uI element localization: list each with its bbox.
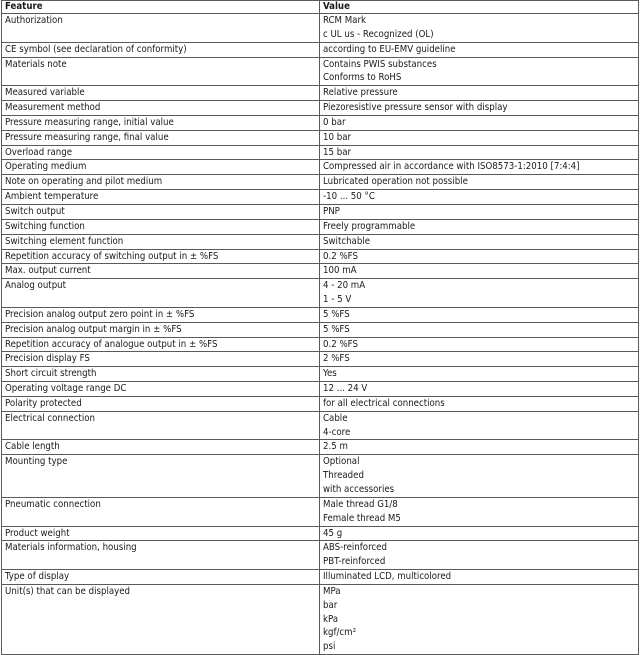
value-cell <box>320 382 639 397</box>
value-cell <box>320 219 639 234</box>
feature-cell: Product weight <box>2 526 320 541</box>
feature-cell: Electrical connection <box>2 411 320 440</box>
table-head <box>2 1 639 14</box>
value-line: Compressed air in accordance with ISO8573-1:2010 [7:4:4] <box>323 161 580 173</box>
value-cell <box>320 190 639 205</box>
value-line: with accessories <box>323 484 395 495</box>
value-cell <box>320 175 639 190</box>
feature-cell: Precision display FS <box>2 352 320 367</box>
table-row <box>2 322 639 337</box>
table-row <box>2 175 639 190</box>
value-line: Cable <box>323 412 348 424</box>
value-line: PBT-reinforced <box>323 556 386 568</box>
table-row <box>2 145 639 160</box>
value-cell <box>320 115 639 130</box>
value-line: 0.2 %FS <box>323 250 358 262</box>
feature-cell: Operating voltage range DC <box>2 382 320 397</box>
header-row <box>2 1 639 14</box>
feature-cell: Repetition accuracy of analogue output in ± %FS <box>2 337 320 352</box>
table-row <box>2 307 639 322</box>
value-line: kPa <box>323 613 339 625</box>
value-cell <box>320 367 639 382</box>
value-cell <box>320 204 639 219</box>
value-cell <box>320 160 639 175</box>
feature-cell: Precision analog output margin in ± %FS <box>2 322 320 337</box>
table-row <box>2 234 639 249</box>
value-line: Piezoresistive pressure sensor with display <box>323 102 508 114</box>
value-cell <box>320 249 639 264</box>
feature-cell: CE symbol (see declaration of conformity) <box>2 42 320 57</box>
feature-cell: Operating medium <box>2 160 320 175</box>
value-cell <box>320 307 639 322</box>
value-line: 100 mA <box>323 265 357 277</box>
value-cell <box>320 497 639 526</box>
value-cell <box>320 396 639 411</box>
value-cell <box>320 234 639 249</box>
table-row <box>2 14 639 43</box>
value-line: kgf/cm² <box>323 627 357 639</box>
value-cell <box>320 541 639 570</box>
value-cell <box>320 570 639 585</box>
value-column-header: Value <box>320 1 639 14</box>
table-row <box>2 541 639 570</box>
feature-cell: Cable length <box>2 440 320 455</box>
value-cell <box>320 526 639 541</box>
value-line: 4 - 20 mA <box>323 280 366 292</box>
feature-cell: Ambient temperature <box>2 190 320 205</box>
feature-cell: Switching element function <box>2 234 320 249</box>
feature-cell: Overload range <box>2 145 320 160</box>
value-cell <box>320 352 639 367</box>
value-line: Contains PWIS substances <box>323 58 437 70</box>
feature-cell: Switching function <box>2 219 320 234</box>
table-row <box>2 219 639 234</box>
table-row <box>2 440 639 455</box>
table-row <box>2 57 639 86</box>
value-line: 0 bar <box>323 116 346 128</box>
feature-cell: Repetition accuracy of switching output in ± %FS <box>2 249 320 264</box>
feature-cell: Materials information, housing <box>2 541 320 570</box>
feature-cell: Pressure measuring range, initial value <box>2 115 320 130</box>
value-cell <box>320 145 639 160</box>
table-row <box>2 279 639 308</box>
table-row <box>2 130 639 145</box>
value-cell <box>320 86 639 101</box>
value-line: 2 %FS <box>323 353 350 365</box>
value-line: Optional <box>323 456 360 468</box>
table-row <box>2 204 639 219</box>
value-line: 5 %FS <box>323 308 350 320</box>
feature-cell: Switch output <box>2 204 320 219</box>
table-row <box>2 455 639 498</box>
value-line: 10 bar <box>323 131 352 143</box>
spec-table <box>1 0 639 655</box>
value-cell <box>320 279 639 308</box>
value-line: psi <box>323 641 336 653</box>
table-row <box>2 367 639 382</box>
table-row <box>2 526 639 541</box>
value-line: Freely programmable <box>323 220 416 232</box>
value-line: 15 bar <box>323 146 352 158</box>
table-row <box>2 497 639 526</box>
value-line: Illuminated LCD, multicolored <box>323 571 452 583</box>
value-cell <box>320 264 639 279</box>
table-row <box>2 42 639 57</box>
value-line: Relative pressure <box>323 87 398 99</box>
value-line: 0.2 %FS <box>323 338 358 350</box>
table-row <box>2 86 639 101</box>
table-row <box>2 382 639 397</box>
value-line: Yes <box>323 368 337 380</box>
value-line: 12 ... 24 V <box>323 383 368 395</box>
feature-cell: Precision analog output zero point in ± %FS <box>2 307 320 322</box>
value-line: 45 g <box>323 527 343 539</box>
feature-cell: Short circuit strength <box>2 367 320 382</box>
value-line: ABS-reinforced <box>323 542 387 554</box>
value-line: RCM Mark <box>323 15 367 26</box>
value-line: 5 %FS <box>323 323 350 335</box>
table-body <box>2 14 639 655</box>
table-row <box>2 264 639 279</box>
value-cell <box>320 57 639 86</box>
value-cell <box>320 101 639 116</box>
table-row <box>2 411 639 440</box>
feature-cell: Note on operating and pilot medium <box>2 175 320 190</box>
value-cell <box>320 130 639 145</box>
value-line: bar <box>323 599 338 611</box>
feature-cell: Polarity protected <box>2 396 320 411</box>
table-row <box>2 249 639 264</box>
value-line: Female thread M5 <box>323 512 401 524</box>
feature-cell: Pneumatic connection <box>2 497 320 526</box>
value-cell <box>320 42 639 57</box>
table-row <box>2 115 639 130</box>
table-row <box>2 101 639 116</box>
value-line: 2.5 m <box>323 441 348 453</box>
value-cell <box>320 322 639 337</box>
feature-cell: Max. output current <box>2 264 320 279</box>
value-line: Threaded <box>323 470 364 482</box>
value-line: Lubricated operation not possible <box>323 176 468 188</box>
value-line: according to EU-EMV guideline <box>323 43 456 55</box>
value-cell <box>320 455 639 498</box>
value-cell <box>320 411 639 440</box>
feature-cell: Unit(s) that can be displayed <box>2 584 320 654</box>
feature-cell: Authorization <box>2 14 320 43</box>
value-line: Male thread G1/8 <box>323 498 398 510</box>
value-line: Switchable <box>323 235 371 247</box>
value-line: c UL us - Recognized (OL) <box>323 28 434 40</box>
feature-cell: Mounting type <box>2 455 320 498</box>
feature-cell: Pressure measuring range, final value <box>2 130 320 145</box>
table-row <box>2 337 639 352</box>
table-row <box>2 396 639 411</box>
table-row <box>2 352 639 367</box>
feature-cell: Measurement method <box>2 101 320 116</box>
value-line: -10 ... 50 °C <box>323 191 375 203</box>
value-line: for all electrical connections <box>323 397 445 409</box>
table-row <box>2 190 639 205</box>
value-line: 1 - 5 V <box>323 294 352 306</box>
feature-column-header: Feature <box>2 1 320 14</box>
value-cell <box>320 337 639 352</box>
value-cell <box>320 440 639 455</box>
value-cell <box>320 584 639 654</box>
table-row <box>2 570 639 585</box>
feature-cell: Analog output <box>2 279 320 308</box>
table-row <box>2 584 639 654</box>
table-row <box>2 160 639 175</box>
feature-cell: Type of display <box>2 570 320 585</box>
value-line: 4-core <box>323 426 351 438</box>
value-line: PNP <box>323 205 340 217</box>
value-cell <box>320 14 639 43</box>
feature-cell: Materials note <box>2 57 320 86</box>
value-line: Conforms to RoHS <box>323 72 402 84</box>
value-line: MPa <box>323 585 341 597</box>
feature-cell: Measured variable <box>2 86 320 101</box>
